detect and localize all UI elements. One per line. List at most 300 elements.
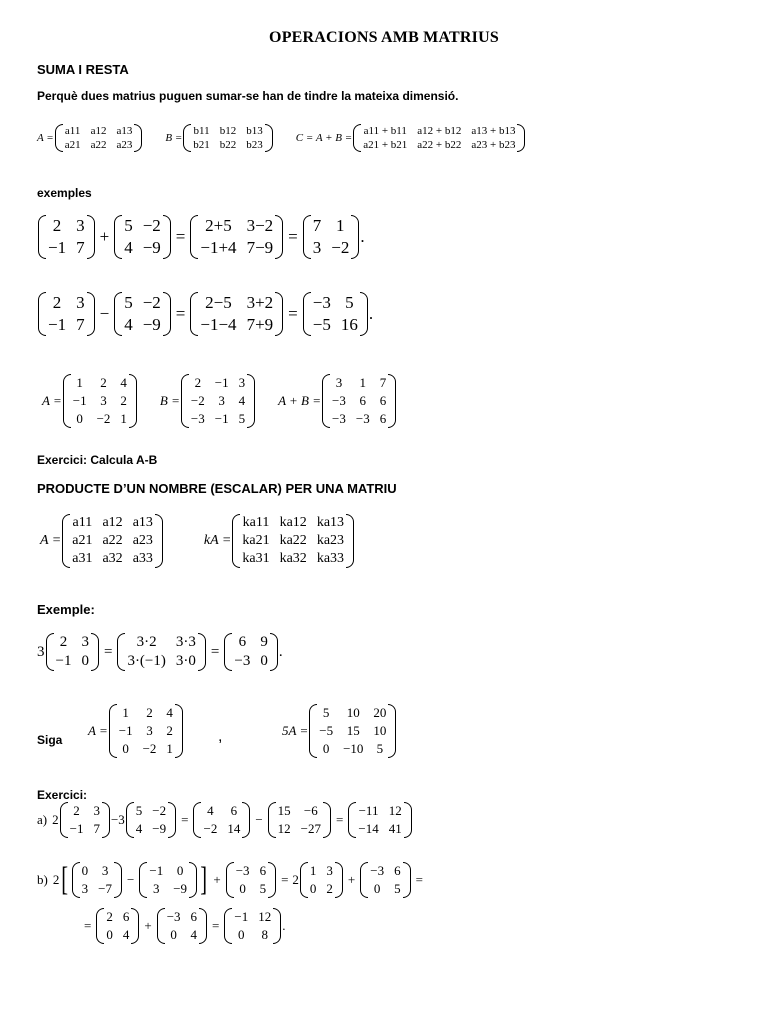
- matrix-cell: 4: [124, 315, 133, 334]
- scalar-ex-matrix-1: [46, 633, 99, 671]
- matrix-cell: 2: [52, 293, 62, 312]
- matrix-grid: [311, 292, 360, 336]
- matrix-grid: [276, 802, 323, 838]
- matrix-cell: 12: [258, 909, 272, 924]
- matrix-cell: 12: [388, 803, 402, 818]
- matrix-bracket-left: [96, 908, 104, 944]
- matrix-cell: 1: [166, 741, 173, 756]
- matrix-cell: 4: [190, 927, 198, 942]
- matrix-cell: ka31: [242, 551, 270, 566]
- matrix-cell: a22: [102, 533, 123, 548]
- matrix-cell: 5: [322, 705, 330, 720]
- matrix-grid: [71, 374, 129, 428]
- matrix-cell: 1: [120, 411, 127, 426]
- def-b-label: B =: [165, 132, 183, 144]
- matrix-cell: 4: [120, 375, 127, 390]
- matrix-bracket-right: [114, 862, 122, 898]
- matrix-bracket-left: [181, 374, 189, 428]
- matrix-bracket-right: [247, 374, 255, 428]
- matrix-grid: [134, 802, 168, 838]
- matrix-cell: −3: [166, 909, 181, 924]
- matrix-cell: 5: [376, 741, 384, 756]
- matrix-bracket-right: [346, 514, 354, 568]
- matrix-bracket-right: [198, 633, 206, 671]
- exercise-a-k2: 3: [118, 812, 125, 827]
- matrix-bracket-left: [72, 862, 80, 898]
- matrix-bracket-left: [62, 514, 70, 568]
- matrix-grid: [317, 704, 388, 758]
- matrix-cell: b21: [193, 139, 210, 151]
- siga-5a-label: 5A =: [282, 723, 309, 738]
- matrix-cell: −27: [300, 821, 322, 836]
- matrix-cell: 6: [359, 393, 367, 408]
- siga-comma: ,: [218, 728, 223, 745]
- matrix-cell: 3: [335, 375, 343, 390]
- exercise-b-minus: −: [127, 872, 135, 887]
- matrix-cell: 1: [122, 705, 129, 720]
- matrix-cell: ka13: [316, 515, 345, 530]
- matrix-grid: [234, 862, 268, 898]
- exercise-b-bracket-open: [: [61, 861, 69, 898]
- matrix-cell: 6: [122, 909, 130, 924]
- matrix-bracket-left: [193, 802, 201, 838]
- ex2-minus: −: [99, 304, 110, 323]
- matrix-bracket-right: [131, 908, 139, 944]
- exercise-a-matrix-2: [126, 802, 176, 838]
- matrix-bracket-left: [360, 862, 368, 898]
- definition-row-scalar: [40, 514, 355, 568]
- matrix-bracket-left: [226, 862, 234, 898]
- matrix-cell: a21 + b21: [363, 139, 408, 151]
- matrix-cell: 4: [124, 238, 133, 257]
- matrix-cell: −1: [69, 821, 84, 836]
- matrix-grid: [46, 215, 87, 259]
- matrix-cell: −2: [152, 803, 167, 818]
- ex1-matrix-1: [38, 215, 95, 259]
- matrix-cell: 2−5: [205, 293, 232, 312]
- exercise-a-eq1: =: [181, 812, 189, 827]
- matrix-cell: 3: [81, 634, 89, 650]
- matrix-cell: 3: [100, 393, 107, 408]
- matrix-cell: −3: [190, 411, 205, 426]
- ex1-matrix-4: [303, 215, 360, 259]
- matrix-bracket-left: [303, 215, 311, 259]
- exercise-b-matrix-6: [96, 908, 139, 944]
- matrix-bracket-right: [275, 292, 283, 336]
- matrix-bracket-right: [388, 704, 396, 758]
- matrix-bracket-right: [242, 802, 250, 838]
- matrix-cell: a31: [72, 551, 93, 566]
- matrix-cell: 0: [309, 881, 317, 896]
- matrix-cell: −1: [48, 238, 67, 257]
- matrix-cell: −1: [72, 393, 87, 408]
- matrix-cell: 5: [345, 293, 354, 312]
- matrix-cell: 6: [238, 634, 247, 650]
- matrix-cell: −5: [312, 315, 331, 334]
- matrix-a-3x3-general: [62, 514, 163, 568]
- matrix-cell: 0: [76, 411, 83, 426]
- matrix-cell: ka21: [242, 533, 270, 548]
- matrix-bracket-right: [199, 908, 207, 944]
- exercise-b-row-2: [80, 908, 285, 944]
- exercise-b-matrix-4: [300, 862, 343, 898]
- exercise-b-label: b): [37, 872, 48, 887]
- matrix-cell: 4: [238, 393, 246, 408]
- matrix-cell: 3·0: [175, 653, 196, 669]
- matrix-cell: 5: [238, 411, 246, 426]
- exercise-a-row: [37, 802, 413, 838]
- matrix-bracket-left: [190, 292, 198, 336]
- matrix-bracket-right: [168, 802, 176, 838]
- matrix-cell: 7: [312, 216, 322, 235]
- matrix-bracket-left: [38, 215, 46, 259]
- matrix-cell: 3·3: [175, 634, 196, 650]
- exercise-b-end: .: [282, 918, 286, 933]
- matrix-bracket-right: [175, 704, 183, 758]
- exercise-a-label: a): [37, 812, 48, 827]
- ex1-matrix-2: [114, 215, 171, 259]
- exercise-b-eq1: =: [281, 872, 289, 887]
- matrix-grid: [70, 514, 155, 568]
- matrix-cell: 3: [101, 863, 109, 878]
- ex1-eq2: =: [288, 227, 298, 246]
- matrix-grid: [308, 862, 335, 898]
- matrix-cell: −1: [234, 909, 249, 924]
- matrix-cell: 3: [93, 803, 100, 818]
- ex2-eq1: =: [175, 304, 186, 323]
- matrix-cell: a11 + b11: [363, 125, 407, 137]
- matrix-grid: [46, 292, 87, 336]
- page-title: OPERACIONS AMB MATRIUS: [269, 29, 499, 46]
- matrix-cell: −3: [312, 293, 331, 312]
- matrix-cell: −2: [190, 393, 205, 408]
- matrix-bracket-left: [224, 633, 232, 671]
- matrix-cell: −7: [98, 881, 113, 896]
- exercise-b-plus2: +: [347, 872, 356, 887]
- matrix-cell: 2: [59, 634, 68, 650]
- matrix-cell: 4: [207, 803, 214, 818]
- matrix-c-sum: [353, 124, 525, 152]
- matrix-cell: ka22: [279, 533, 307, 548]
- ex1-eq1: =: [175, 227, 186, 246]
- exercise-a-matrix-1: [60, 802, 110, 838]
- ex3-matrix-b: [181, 374, 255, 428]
- matrix-grid: [198, 215, 275, 259]
- matrix-cell: 0: [239, 881, 246, 896]
- matrix-cell: ka11: [242, 515, 270, 530]
- ex2-matrix-3: [190, 292, 283, 336]
- matrix-bracket-left: [114, 292, 122, 336]
- matrix-cell: 3: [146, 723, 153, 738]
- matrix-bracket-right: [270, 633, 278, 671]
- matrix-grid: [122, 292, 163, 336]
- matrix-cell: −9: [152, 821, 167, 836]
- matrix-bracket-left: [309, 704, 317, 758]
- matrix-bracket-left: [63, 374, 71, 428]
- matrix-cell: −9: [142, 315, 161, 334]
- matrix-cell: 7: [76, 238, 85, 257]
- matrix-cell: 8: [261, 927, 268, 942]
- matrix-bracket-right: [91, 633, 99, 671]
- matrix-bracket-left: [268, 802, 276, 838]
- matrix-cell: a21: [72, 533, 93, 548]
- matrix-cell: 7: [76, 315, 85, 334]
- matrix-grid: [356, 802, 403, 838]
- matrix-cell: −1: [214, 411, 229, 426]
- matrix-bracket-right: [404, 802, 412, 838]
- matrix-cell: −1−4: [200, 315, 237, 334]
- matrix-cell: 2: [100, 375, 107, 390]
- matrix-cell: b23: [246, 139, 263, 151]
- matrix-cell: −1: [55, 653, 72, 669]
- matrix-cell: 10: [373, 723, 387, 738]
- exercise-b-matrix-7: [157, 908, 207, 944]
- matrix-bracket-left: [38, 292, 46, 336]
- matrix-bracket-left: [60, 802, 68, 838]
- def-a-label: A =: [37, 132, 54, 144]
- matrix-grid: [232, 908, 273, 944]
- example-sum-row: [37, 215, 365, 259]
- matrix-cell: 3: [326, 863, 333, 878]
- def-ka-label: kA =: [203, 533, 232, 548]
- matrix-cell: 1: [76, 375, 83, 390]
- matrix-cell: −1: [214, 375, 229, 390]
- scalar-ex-end: .: [278, 643, 283, 660]
- siga-matrix-5a: [309, 704, 396, 758]
- matrix-cell: ka33: [316, 551, 345, 566]
- matrix-cell: 5: [394, 881, 401, 896]
- exercise-b-k2: 2: [292, 872, 299, 887]
- matrix-cell: 5: [259, 881, 267, 896]
- scalar-ex-eq1: =: [103, 643, 113, 660]
- matrix-bracket-left: [126, 802, 134, 838]
- ex3-ab-label: A + B =: [278, 393, 322, 408]
- matrix-b-general: [183, 124, 273, 152]
- matrix-bracket-left: [117, 633, 125, 671]
- matrix-cell: a12: [102, 515, 123, 530]
- matrix-cell: 5: [135, 803, 143, 818]
- matrix-cell: 0: [322, 741, 330, 756]
- matrix-bracket-left: [303, 292, 311, 336]
- exercise-b-matrix-5: [360, 862, 410, 898]
- matrix-cell: −2: [96, 411, 111, 426]
- ex1-matrix-3: [190, 215, 283, 259]
- matrix-cell: 2: [194, 375, 202, 390]
- matrix-bracket-right: [388, 374, 396, 428]
- matrix-grid: [117, 704, 175, 758]
- def-a3-label: A =: [40, 533, 62, 548]
- matrix-cell: −5: [319, 723, 334, 738]
- matrix-cell: ka12: [279, 515, 307, 530]
- matrix-a-general: [55, 124, 143, 152]
- matrix-cell: −14: [358, 821, 379, 836]
- exercise-a-matrix-5: [348, 802, 411, 838]
- exercise-b-bracket-close: ]: [200, 861, 208, 898]
- matrix-bracket-right: [134, 124, 142, 152]
- matrix-bracket-right: [87, 292, 95, 336]
- matrix-cell: ka32: [279, 551, 307, 566]
- matrix-bracket-left: [322, 374, 330, 428]
- matrix-cell: 14: [227, 821, 241, 836]
- matrix-grid: [165, 908, 199, 944]
- matrix-cell: 2: [166, 723, 173, 738]
- matrix-cell: 3: [76, 293, 85, 312]
- matrix-cell: −3: [355, 411, 370, 426]
- matrix-cell: 7: [379, 375, 387, 390]
- siga-a-row: [88, 704, 184, 758]
- matrix-cell: 6: [394, 863, 401, 878]
- matrix-cell: 7−9: [246, 238, 274, 257]
- matrix-cell: a13: [116, 125, 133, 137]
- matrix-cell: a13 + b13: [471, 125, 516, 137]
- siga-label: Siga: [37, 733, 63, 747]
- section-heading-suma-resta: SUMA I RESTA: [37, 62, 129, 77]
- matrix-cell: 41: [388, 821, 402, 836]
- matrix-grid: [330, 374, 388, 428]
- ex1-plus: +: [99, 227, 110, 246]
- matrix-grid: [368, 862, 402, 898]
- matrix-cell: 3·(−1): [127, 653, 166, 669]
- matrix-bracket-right: [360, 292, 368, 336]
- ex2-eq2: =: [288, 304, 298, 323]
- matrix-bracket-right: [323, 802, 331, 838]
- matrix-cell: 0: [238, 927, 245, 942]
- matrix-bracket-left: [190, 215, 198, 259]
- matrix-grid: [122, 215, 163, 259]
- exercise-label: Exercici:: [37, 788, 88, 802]
- matrix-cell: a33: [132, 551, 153, 566]
- matrix-cell: 3: [238, 375, 246, 390]
- matrix-cell: b11: [193, 125, 210, 137]
- matrix-bracket-right: [102, 802, 110, 838]
- matrix-cell: −2: [142, 293, 161, 312]
- matrix-cell: 20: [373, 705, 387, 720]
- matrix-cell: 9: [260, 634, 268, 650]
- matrix-bracket-left: [109, 704, 117, 758]
- matrix-bracket-right: [275, 215, 283, 259]
- example-diff-row: [37, 292, 373, 336]
- ex2-end: .: [368, 304, 374, 323]
- siga-a-label: A =: [88, 723, 108, 738]
- matrix-bracket-left: [348, 802, 356, 838]
- matrix-cell: −2: [331, 238, 350, 257]
- matrix-cell: 0: [260, 653, 268, 669]
- matrix-cell: a23 + b23: [471, 139, 516, 151]
- matrix-cell: a11: [64, 125, 81, 137]
- matrix-grid: [361, 124, 517, 152]
- matrix-grid: [191, 124, 265, 152]
- exercise-b-k1: 2: [52, 872, 60, 887]
- matrix-grid: [189, 374, 247, 428]
- ex3-b-label: B =: [159, 393, 180, 408]
- ex3-matrix-a: [63, 374, 137, 428]
- matrix-cell: 3+2: [246, 293, 274, 312]
- matrix-bracket-right: [155, 514, 163, 568]
- matrix-cell: 3: [218, 393, 225, 408]
- ex2-matrix-4: [303, 292, 368, 336]
- matrix-cell: −2: [142, 216, 161, 235]
- exercise-b-eq2: =: [415, 872, 423, 887]
- matrix-ka: [232, 514, 354, 568]
- matrix-cell: −3: [234, 653, 251, 669]
- exercise-b-plus: +: [213, 872, 221, 887]
- matrix-bracket-left: [114, 215, 122, 259]
- matrix-cell: 3−2: [246, 216, 274, 235]
- matrix-bracket-right: [163, 292, 171, 336]
- matrix-cell: −2: [203, 821, 218, 836]
- matrix-cell: 1: [309, 863, 317, 878]
- matrix-grid: [232, 633, 269, 671]
- section-heading-producte: PRODUCTE D’UN NOMBRE (ESCALAR) PER UNA MATRIU: [37, 481, 397, 496]
- ex3-matrix-ab: [322, 374, 396, 428]
- scalar-ex-eq2: =: [210, 643, 220, 660]
- matrix-bracket-left: [353, 124, 361, 152]
- matrix-cell: 0: [176, 863, 184, 878]
- examples-label: exemples: [37, 186, 92, 200]
- matrix-cell: 10: [346, 705, 360, 720]
- matrix-cell: −3: [235, 863, 250, 878]
- matrix-bracket-left: [46, 633, 54, 671]
- example-scalar-row: [37, 633, 283, 671]
- scalar-ex-matrix-3: [224, 633, 277, 671]
- exercise-b-eq3: =: [84, 918, 92, 933]
- matrix-cell: 0: [170, 927, 177, 942]
- matrix-grid: [198, 292, 275, 336]
- matrix-grid: [63, 124, 135, 152]
- matrix-bracket-right: [351, 215, 359, 259]
- matrix-bracket-left: [139, 862, 147, 898]
- matrix-cell: a12 + b12: [417, 125, 462, 137]
- matrix-cell: b12: [219, 125, 237, 137]
- matrix-cell: b13: [246, 125, 263, 137]
- siga-5a-row: [282, 704, 397, 758]
- matrix-grid: [311, 215, 352, 259]
- matrix-cell: 4: [166, 705, 173, 720]
- matrix-cell: −1: [48, 315, 67, 334]
- exercise-a-minus: −: [110, 812, 119, 827]
- matrix-bracket-left: [300, 862, 308, 898]
- matrix-cell: 3: [312, 238, 322, 257]
- matrix-cell: 5: [124, 216, 133, 235]
- matrix-cell: ka23: [316, 533, 345, 548]
- def-c-label: C = A + B =: [295, 132, 353, 144]
- matrix-cell: a23: [132, 533, 153, 548]
- matrix-bracket-left: [224, 908, 232, 944]
- ex1-end: .: [360, 227, 365, 246]
- matrix-cell: a13: [132, 515, 153, 530]
- matrix-grid: [68, 802, 102, 838]
- matrix-cell: 6: [230, 803, 238, 818]
- matrix-cell: 3·2: [136, 634, 157, 650]
- matrix-cell: 15: [346, 723, 360, 738]
- exercise-a-matrix-3: [193, 802, 250, 838]
- matrix-cell: a21: [64, 139, 81, 151]
- example-label: Exemple:: [37, 602, 95, 617]
- matrix-cell: 0: [81, 863, 89, 878]
- exercise-b-row-1: [37, 862, 427, 898]
- matrix-grid: [80, 862, 114, 898]
- rule-text: Perquè dues matrius puguen sumar-se han de tindre la mateixa dimensió.: [37, 89, 459, 103]
- matrix-cell: 5: [124, 293, 133, 312]
- matrix-bracket-right: [273, 908, 281, 944]
- matrix-bracket-left: [157, 908, 165, 944]
- matrix-cell: 1: [336, 216, 345, 235]
- matrix-cell: 6: [190, 909, 198, 924]
- exercise-a-minus2: −: [255, 812, 263, 827]
- matrix-cell: −3: [332, 411, 346, 426]
- matrix-cell: 16: [340, 315, 358, 334]
- matrix-bracket-right: [189, 862, 197, 898]
